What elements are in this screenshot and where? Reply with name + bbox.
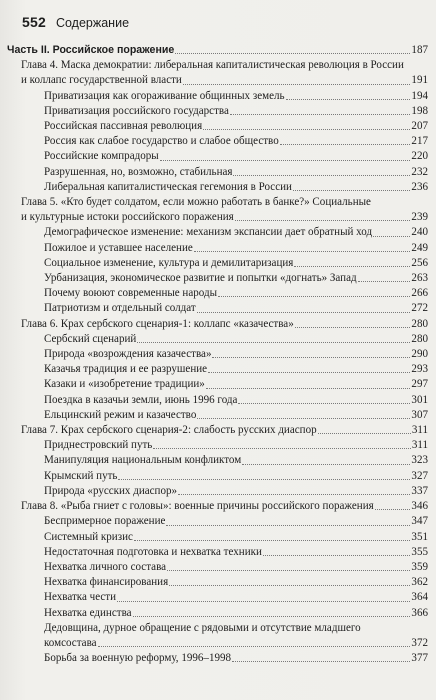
toc-page-number: 239 [411,211,428,224]
toc-section-entry [7,651,428,666]
toc-section-entry [7,408,428,423]
toc-section-entry [7,545,428,560]
dot-leader [178,494,410,495]
toc-section-row [7,286,428,301]
dot-leader [167,570,410,571]
dot-leader [118,479,410,480]
dot-leader [293,190,410,191]
toc-section-title: Приднестровский путь [44,439,153,452]
toc-page-number: 256 [411,256,428,269]
toc-section-entry [7,301,428,316]
toc-section-title: Либеральная капиталистическая гегемония в России [44,180,292,193]
toc-page-number: 236 [411,180,428,193]
toc-page-number: 327 [411,469,428,482]
toc-page-number: 347 [411,515,428,528]
toc-section-title: Борьба за военную реформу, 1996–1998 [44,652,232,665]
toc-page-number: 301 [411,393,428,406]
toc-section-title: Российские компрадоры [44,150,159,163]
toc-section-title: Нехватка личного состава [44,560,167,573]
dot-leader [242,464,410,465]
toc-page-number: 355 [411,545,428,558]
toc-section-title: Патриотизм и отдельный солдат [44,302,196,315]
toc-chapter-row [7,423,428,438]
toc-page-number: 280 [411,332,428,345]
dot-leader [98,646,411,647]
toc-section-entry [7,438,428,453]
toc-section-title: Поездка в казачьи земли, июнь 1996 года [44,393,238,406]
toc-chapter-title: Глава 8. «Рыба гниет с головы»: военные причины российского поражения [21,500,374,513]
dot-leader [212,357,410,358]
dot-leader [134,540,411,541]
toc-section-row [7,590,428,605]
toc-section-title: Нехватка единства [44,606,132,619]
toc-section-row [7,514,428,529]
toc-chapter-row [7,499,428,514]
toc-page-number: 362 [411,576,428,589]
toc-section-entry [7,621,428,651]
toc-page-number: 311 [411,439,428,452]
toc-section-row [7,453,428,468]
toc-chapter-entry [7,195,428,225]
dot-leader [197,418,410,419]
toc-page-number: 293 [411,363,428,376]
toc-page-number: 272 [411,302,428,315]
toc-section-title: Демографическое изменение: механизм экспансии дает обратный ход [44,226,373,239]
toc-section-row [7,560,428,575]
toc-section-title: Природа «русских диаспор» [44,484,178,497]
toc-section-title: Нехватка чести [44,591,117,604]
table-of-contents [7,43,428,666]
dot-leader [280,144,411,145]
toc-section-entry [7,286,428,301]
toc-chapter-entry [7,58,428,88]
dot-leader [208,372,410,373]
toc-section-entry [7,225,428,240]
dot-leader [175,53,410,54]
toc-section-row [7,119,428,134]
toc-section-entry [7,104,428,119]
toc-section-row [7,225,428,240]
dot-leader [133,616,411,617]
toc-section-title: Казачья традиция и ее разрушение [44,363,208,376]
toc-section-title: Почему воюют современные народы [44,287,218,300]
toc-section-title: Сербский сценарий [44,332,137,345]
toc-page-number: 311 [411,424,428,437]
dot-leader [206,388,411,389]
toc-section-title: Приватизация как огораживание общинных земель [44,89,285,102]
toc-page-number: 297 [411,378,428,391]
toc-section-row [7,362,428,377]
dot-leader [169,585,410,586]
toc-section-row [7,484,428,499]
toc-section-row [7,256,428,271]
dot-leader [373,236,410,237]
toc-chapter-title-line2: и культурные истоки российского поражения [21,211,234,224]
toc-section-row [7,134,428,149]
toc-section-row [7,530,428,545]
toc-part-entry [7,43,428,58]
toc-page-number: 307 [411,408,428,421]
toc-section-entry [7,347,428,362]
toc-chapter-row [7,317,428,332]
toc-section-row [7,438,428,453]
toc-section-entry [7,575,428,590]
dot-leader [137,342,410,343]
toc-chapter-title-line2: и коллапс государственной власти [21,74,182,87]
toc-section-title: Недостаточная подготовка и нехватка техники [44,545,262,558]
toc-section-title: Беспримерное поражение [44,515,166,528]
toc-chapter-entry [7,423,428,438]
toc-section-entry [7,393,428,408]
toc-section-entry [7,256,428,271]
toc-section-entry [7,469,428,484]
toc-section-title: Манипуляция национальным конфликтом [44,454,242,467]
toc-chapter-entry [7,317,428,332]
toc-section-entry [7,332,428,347]
toc-section-entry [7,119,428,134]
toc-page-number: 194 [411,89,428,102]
toc-page-number: 366 [411,606,428,619]
toc-page-number: 232 [411,165,428,178]
toc-page-number: 359 [411,560,428,573]
toc-page-number: 217 [411,135,428,148]
toc-section-title: Казаки и «изобретение традиции» [44,378,205,391]
toc-section-row [7,545,428,560]
toc-section-row [7,636,428,651]
toc-section-title: Приватизация российского государства [44,104,229,117]
toc-section-title-line1: Дедовщина, дурное обращение с рядовыми и отсутствие младшего [44,621,361,634]
toc-section-title: Крымский путь [44,469,118,482]
toc-page-number: 191 [411,74,428,87]
dot-leader [286,99,411,100]
dot-leader [160,160,411,161]
toc-section-entry [7,377,428,392]
dot-leader [358,281,411,282]
toc-section-entry [7,514,428,529]
toc-section-row [7,393,428,408]
page-header [22,14,129,34]
toc-page-number: 337 [411,484,428,497]
toc-section-row [7,332,428,347]
dot-leader [117,601,410,602]
toc-page-number: 198 [411,104,428,117]
toc-section-row [7,104,428,119]
toc-section-entry [7,590,428,605]
toc-part-row [7,43,428,58]
dot-leader [183,84,411,85]
dot-leader [235,220,411,221]
toc-page-number: 280 [411,317,428,330]
toc-section-entry [7,165,428,180]
toc-section-row [7,165,428,180]
toc-chapter-title-line1: Глава 4. Маска демократии: либеральная капиталистическая революция в России [21,59,404,72]
toc-section-row [7,347,428,362]
dot-leader [232,661,410,662]
dot-leader [318,433,411,434]
toc-section-title: Системный кризис [44,530,133,543]
toc-chapter-title: Глава 6. Крах сербского сценария-1: коллапс «казачества» [21,317,294,330]
toc-chapter-row [7,210,428,225]
dot-leader [197,312,411,313]
dot-leader [153,448,410,449]
dot-leader [166,525,410,526]
toc-page-number: 372 [411,636,428,649]
toc-section-entry [7,560,428,575]
toc-chapter-row [7,73,428,88]
dot-leader [238,403,410,404]
dot-leader [375,509,411,510]
toc-chapter-title: Глава 7. Крах сербского сценария-2: слабость русских диаспор [21,424,317,437]
toc-section-entry [7,606,428,621]
toc-section-title: Российская пассивная революция [44,120,203,133]
dot-leader [194,251,411,252]
toc-section-row [7,241,428,256]
toc-section-entry [7,149,428,164]
toc-section-entry [7,453,428,468]
toc-section-title: Природа «возрождения казачества» [44,348,212,361]
toc-section-title: Пожилое и уставшее население [44,241,193,254]
toc-section-entry [7,271,428,286]
toc-section-entry [7,180,428,195]
toc-section-entry [7,241,428,256]
toc-section-row [7,651,428,666]
toc-section-row [7,377,428,392]
toc-page-number: 290 [411,348,428,361]
dot-leader [230,114,411,115]
toc-page-number: 346 [411,500,428,513]
toc-section-title: Урбанизация, экономическое развитие и попытки «догнать» Запад [44,272,357,285]
toc-section-row [7,149,428,164]
dot-leader [218,296,410,297]
toc-section-row [7,301,428,316]
toc-chapter-title-line1: Глава 5. «Кто будет солдатом, если можно работать в банке?» Социальные [21,196,371,209]
dot-leader [294,266,410,267]
toc-part-title: Часть II. Российское поражение [7,44,175,56]
dot-leader [233,175,410,176]
dot-leader [203,129,410,130]
dot-leader [295,327,411,328]
toc-section-row [7,271,428,286]
toc-section-title: Ельцинский режим и казачество [44,408,197,421]
toc-page-number: 220 [411,150,428,163]
toc-section-entry [7,530,428,545]
toc-section-row [7,606,428,621]
toc-section-title: Нехватка финансирования [44,576,169,589]
toc-page-number: 263 [411,272,428,285]
toc-chapter-entry [7,499,428,514]
toc-section-row [7,89,428,104]
toc-page-number: 240 [411,226,428,239]
toc-page-number: 249 [411,241,428,254]
toc-page-number: 207 [411,120,428,133]
toc-section-entry [7,484,428,499]
toc-section-row [7,408,428,423]
page-number: 552 [22,14,46,30]
toc-page-number: 364 [411,591,428,604]
toc-page-number: 351 [411,530,428,543]
toc-page-number: 377 [411,652,428,665]
toc-section-entry [7,362,428,377]
toc-page-number: 187 [411,44,428,56]
toc-page-number: 323 [411,454,428,467]
toc-section-title: Разрушенная, но, возможно, стабильная [44,165,233,178]
toc-section-entry [7,89,428,104]
toc-section-row [7,469,428,484]
toc-section-title: Социальное изменение, культура и демилитаризация [44,256,294,269]
dot-leader [263,555,411,556]
toc-section-row [7,180,428,195]
toc-section-title-line2: комсостава [44,636,97,649]
toc-section-entry [7,134,428,149]
toc-section-title: Россия как слабое государство и слабое общество [44,135,279,148]
toc-section-row [7,575,428,590]
running-title: Содержание [55,16,130,30]
toc-page-number: 266 [411,287,428,300]
